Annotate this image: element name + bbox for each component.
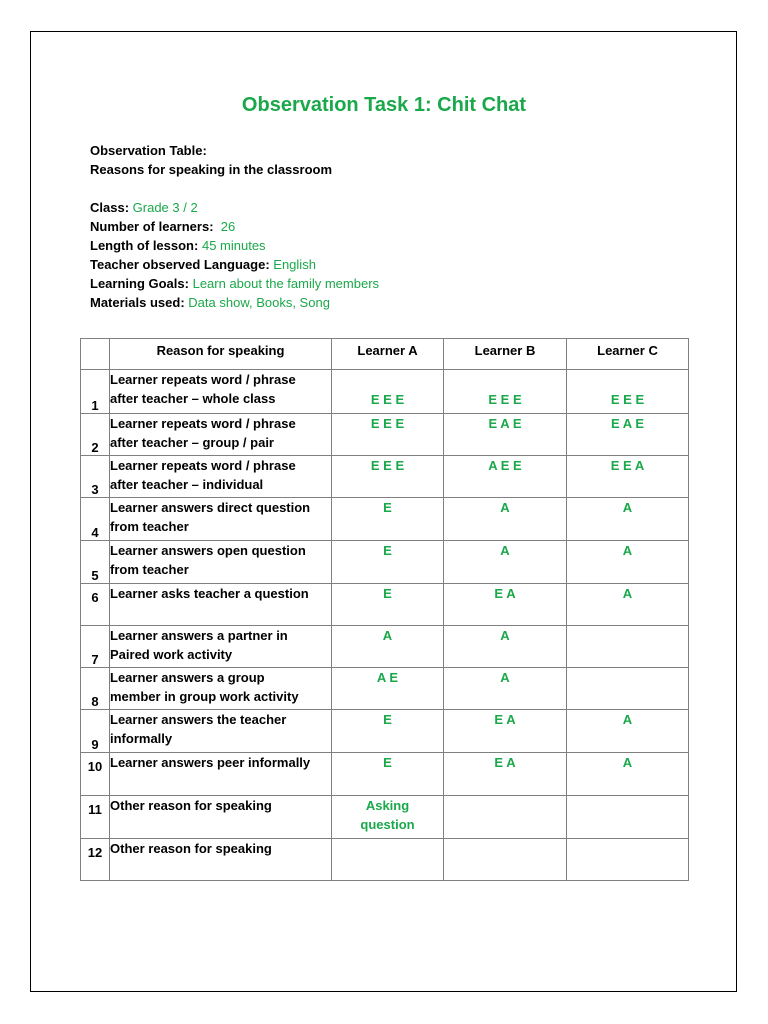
table-row [81, 668, 689, 710]
table-row [81, 796, 689, 839]
header-num [81, 339, 110, 370]
learner-a-line-2: question [360, 817, 415, 832]
learner-b-cell: E E E [444, 370, 567, 414]
table-row [81, 370, 689, 414]
reason-cell [110, 839, 332, 881]
learner-a-cell: A [332, 626, 444, 668]
header-learner-a: Learner A [332, 339, 444, 370]
reason-cell [110, 710, 332, 753]
reason-line-2: Paired work activity [110, 647, 233, 662]
learner-a-cell: E [332, 584, 444, 626]
reason-line-2: from teacher [110, 519, 189, 534]
reason-line-1: Learner repeats word / phrase [110, 372, 296, 387]
learner-c-cell: E E A [567, 456, 689, 498]
reason-cell [110, 584, 332, 626]
learner-b-cell: E A [444, 584, 567, 626]
goals-value: Learn about the family members [192, 276, 380, 291]
subtitle-observation-table: Observation Table: [90, 143, 207, 158]
learner-b-cell [444, 796, 567, 839]
learner-a-cell: E [332, 498, 444, 541]
learner-a-cell: E [332, 753, 444, 796]
learner-b-cell: E A [444, 710, 567, 753]
reason-line-1: Learner answers a group [110, 670, 265, 685]
row-number: 11 [81, 796, 110, 839]
goals-label: Learning Goals: [90, 276, 189, 291]
learner-b-cell: A [444, 626, 567, 668]
table-row [81, 498, 689, 541]
table-row [81, 541, 689, 584]
table-header-row [81, 339, 689, 370]
learner-b-cell [444, 839, 567, 881]
learner-a-cell: E [332, 541, 444, 584]
table-row [81, 839, 689, 881]
row-number: 4 [81, 498, 110, 541]
learner-c-cell: A [567, 498, 689, 541]
header-reason: Reason for speaking [110, 339, 332, 370]
reason-line-2: member in group work activity [110, 689, 299, 704]
language-line [90, 255, 379, 274]
reason-cell [110, 370, 332, 414]
header-learner-b: Learner B [444, 339, 567, 370]
table-row [81, 626, 689, 668]
row-number: 9 [81, 710, 110, 753]
reason-line-2: informally [110, 731, 173, 746]
row-number: 7 [81, 626, 110, 668]
class-line [90, 198, 379, 217]
reason-line-1: Learner answers the teacher [110, 712, 287, 727]
learner-a-cell: E [332, 710, 444, 753]
reason-cell [110, 668, 332, 710]
reason-cell [110, 498, 332, 541]
learner-b-cell: A [444, 498, 567, 541]
learner-c-cell [567, 668, 689, 710]
learner-b-cell: E A E [444, 414, 567, 456]
learner-a-cell [332, 839, 444, 881]
reason-cell [110, 541, 332, 584]
materials-value: Data show, Books, Song [188, 295, 330, 310]
language-label: Teacher observed Language: [90, 257, 270, 272]
reason-cell [110, 414, 332, 456]
learner-a-line-1: Asking [365, 798, 410, 813]
row-number: 8 [81, 668, 110, 710]
learner-c-cell: A [567, 541, 689, 584]
table-row [81, 710, 689, 753]
row-number: 5 [81, 541, 110, 584]
length-label: Length of lesson: [90, 238, 199, 253]
learner-c-cell [567, 796, 689, 839]
learner-c-cell: E E E [567, 370, 689, 414]
row-number: 6 [81, 584, 110, 626]
learner-a-cell: A E [332, 668, 444, 710]
class-value: Grade 3 / 2 [132, 200, 198, 215]
learner-b-cell: E A [444, 753, 567, 796]
reason-line-1: Learner answers peer informally [110, 755, 311, 770]
learner-c-cell: A [567, 753, 689, 796]
table-row [81, 584, 689, 626]
language-value: English [273, 257, 316, 272]
row-number: 10 [81, 753, 110, 796]
reason-line-1: Learner repeats word / phrase [110, 458, 296, 473]
reason-cell [110, 753, 332, 796]
learner-c-cell: A [567, 584, 689, 626]
observation-table [80, 338, 689, 881]
row-number: 12 [81, 839, 110, 881]
reason-line-2: after teacher – whole class [110, 391, 276, 406]
reason-cell [110, 626, 332, 668]
table-row [81, 414, 689, 456]
learner-c-cell [567, 626, 689, 668]
reason-line-2: after teacher – individual [110, 477, 264, 492]
learners-line [90, 217, 379, 236]
learners-value: 26 [220, 219, 236, 234]
learners-label: Number of learners: [90, 219, 214, 234]
learner-c-cell: A [567, 710, 689, 753]
learner-b-cell: A [444, 541, 567, 584]
reason-line-1: Learner answers direct question [110, 500, 311, 515]
table-row [81, 753, 689, 796]
learner-a-cell: E E E [332, 414, 444, 456]
reason-line-2: from teacher [110, 562, 189, 577]
header-learner-c: Learner C [567, 339, 689, 370]
reason-line-1: Other reason for speaking [110, 841, 272, 856]
reason-line-1: Learner asks teacher a question [110, 586, 309, 601]
length-line [90, 236, 379, 255]
reason-cell [110, 796, 332, 839]
learner-a-cell: E E E [332, 370, 444, 414]
reason-line-2: after teacher – group / pair [110, 435, 274, 450]
lesson-info [90, 141, 379, 312]
reason-line-1: Other reason for speaking [110, 798, 272, 813]
learner-c-cell [567, 839, 689, 881]
learner-a-cell: E E E [332, 456, 444, 498]
page-title: Observation Task 1: Chit Chat [241, 94, 527, 116]
learner-b-cell: A [444, 668, 567, 710]
learner-c-cell: E A E [567, 414, 689, 456]
row-number: 2 [81, 414, 110, 456]
goals-line [90, 274, 379, 293]
subtitle-reasons: Reasons for speaking in the classroom [90, 162, 333, 177]
reason-line-1: Learner repeats word / phrase [110, 416, 296, 431]
row-number: 3 [81, 456, 110, 498]
class-label: Class: [90, 200, 130, 215]
learner-b-cell: A E E [444, 456, 567, 498]
materials-label: Materials used: [90, 295, 185, 310]
reason-line-1: Learner answers a partner in [110, 628, 288, 643]
materials-line [90, 293, 379, 312]
table-row [81, 456, 689, 498]
learner-a-cell [332, 796, 444, 839]
row-number: 1 [81, 370, 110, 414]
length-value: 45 minutes [201, 238, 266, 253]
reason-cell [110, 456, 332, 498]
reason-line-1: Learner answers open question [110, 543, 306, 558]
